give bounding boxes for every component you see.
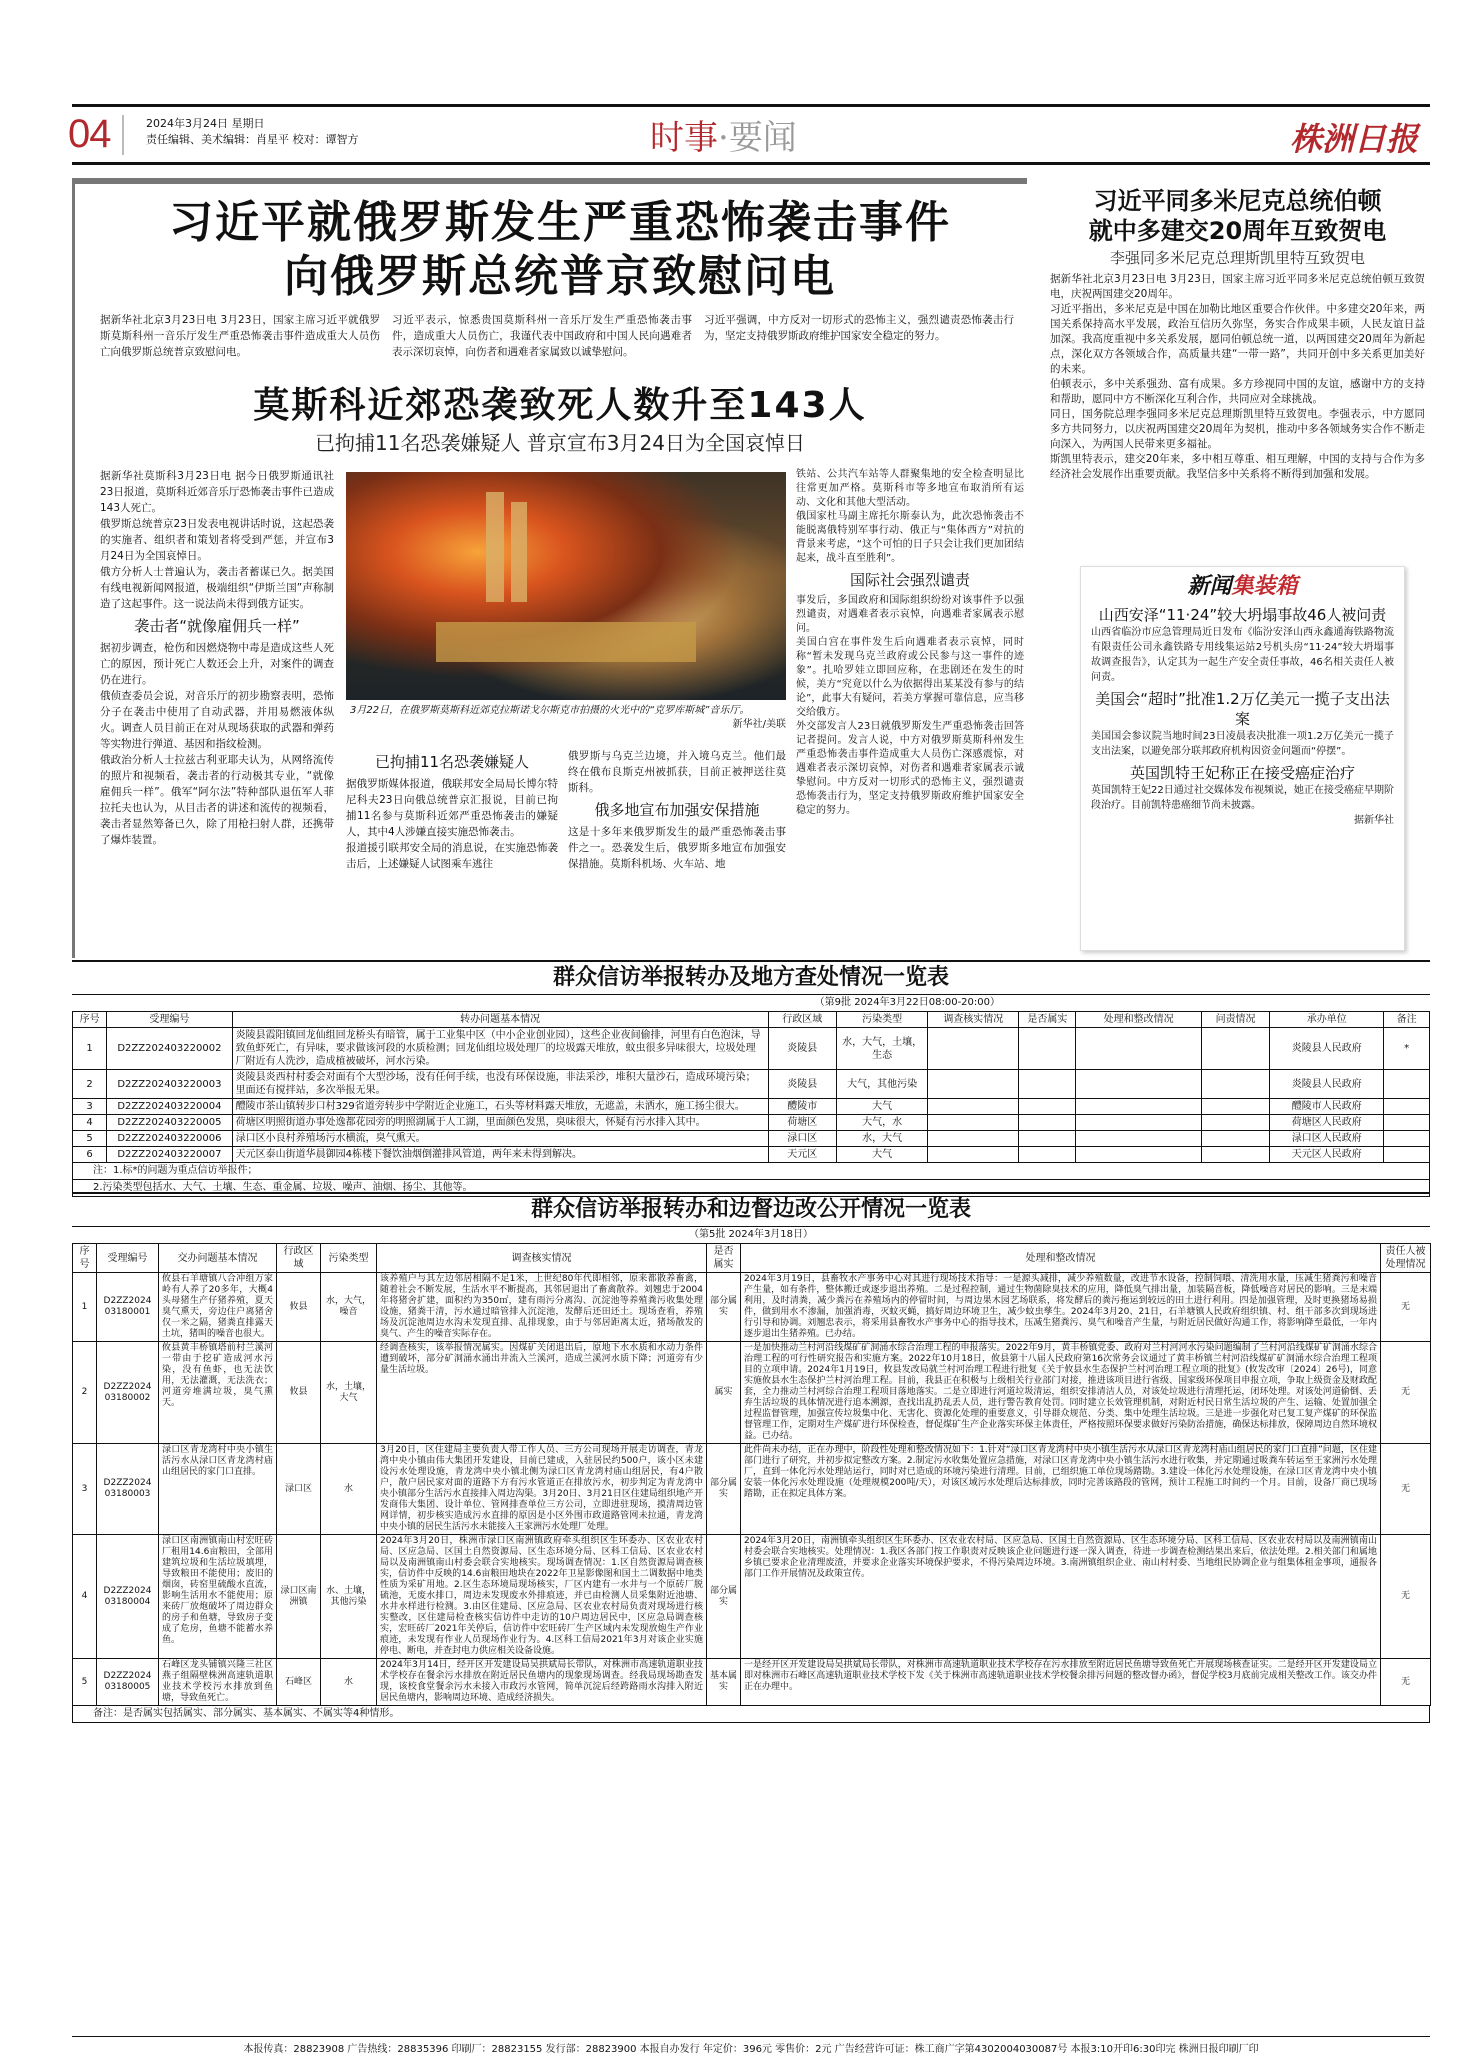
paragraph: 据新华社莫斯科3月23日电 据今日俄罗斯通讯社23日报道，莫斯科近郊音乐厅恐怖袭击事件已造成143人死亡。 xyxy=(100,470,334,514)
cell-id: D2ZZ2024 03180002 xyxy=(97,1342,159,1444)
cell-empty xyxy=(928,1028,1019,1070)
cell-empty xyxy=(928,1131,1019,1147)
paragraph: 俄罗斯与乌克兰边境，并入境乌克兰。他们最终在俄布良斯克州被抓获，目前正被押送往莫斯科。 xyxy=(568,750,786,794)
table1-header: 受理编号 xyxy=(107,1012,232,1028)
top-rule xyxy=(72,104,1430,107)
table-row xyxy=(73,1659,1431,1706)
table-row xyxy=(73,1099,1430,1115)
cell-region: 炎陵县 xyxy=(768,1028,836,1070)
photo-credit: 新华社/美联 xyxy=(732,719,786,730)
cell-empty xyxy=(1076,1115,1201,1131)
cell-desc: 炎陵县霞阳镇回龙仙组回龙桥头有暗管，属于工业集中区（中小企业创业园），这些企业夜间偷排，河里有白色泡沫，导致鱼虾死亡，有异味，要求做该河段的水质检测；回龙仙组垃圾处理厂的垃圾露天堆放，蚊虫很多异味很大，垃圾处理厂附近有人洗沙，造成植被破坏，河水污染。 xyxy=(232,1028,768,1070)
cell-region: 攸县 xyxy=(277,1342,321,1444)
table1-header: 备注 xyxy=(1384,1012,1430,1028)
roundup-headline: 山西安泽“11·24”较大坍塌事故46人被问责 xyxy=(1098,606,1387,624)
table1-header: 序号 xyxy=(73,1012,107,1028)
cell-type: 大气，水 xyxy=(836,1115,927,1131)
paragraph: 俄方分析人士普遍认为，袭击者蓄谋已久。据美国有线电视新闻网报道，极端组织“伊斯兰国”声称制造了这起事件。这一说法尚未得到俄方证实。 xyxy=(100,566,334,610)
sidebar-headline-1: 习近平同多米尼克总统伯顿 xyxy=(1093,187,1382,215)
cell-no: 3 xyxy=(73,1444,97,1535)
paragraph: 事发后，多国政府和国际组织纷纷对该事件予以强烈谴责，对遇难者表示哀悼，向遇难者家属表示慰问。 xyxy=(796,595,1024,634)
cell-investigation: 经调查核实，该举报情况属实。因煤矿关闭退出后，原地下水水质和水动力条件遭到破坏，部分矿洞涌水涌出井流入兰溪河，造成兰溪河水质下降；河道旁有少量生活垃圾。 xyxy=(377,1342,707,1444)
paragraph: 习近平指出，多米尼克是中国在加勒比地区重要合作伙伴。中多建交20年来，两国关系保持高水平发展，政治互信历久弥坚，务实合作成果丰硕，人民友谊日益加深。我高度重视中多关系发展，愿同伯顿总统一道，以两国建交20周年为新起点，深化双方各领域合作，高质量共建“一带一路”，共同开创中多关系更加美好的未来。 xyxy=(1050,303,1425,375)
paragraph: 美国白宫在事件发生后向遇难者表示哀悼，同时称“暂未发现乌克兰政府或公民参与这一事件的迹象”。扎哈罗娃立即回应称，在悲剧还在发生的时候，美方“究竟以什么为依据得出某某没有参与的结论”，此事大有疑问，若美方掌握可靠信息，应当移交给俄方。 xyxy=(796,637,1024,718)
cell-unit: 炎陵县人民政府 xyxy=(1270,1028,1384,1070)
cell-desc: 醴陵市茶山镇转步口村329省道旁转步中学附近企业施工，石头等材料露天堆放，无遮盖，未洒水，施工扬尘很大。 xyxy=(232,1099,768,1115)
cell-handling: 2024年3月20日，南洲镇牵头组织区生环委办、区农业农村局、区应急局、区国土自然资源局、区生态环境分局、区科工信局、区农业农村局以及南洲镇南山村委会联合实地核实。处理情况：1.我区各部门按工作职责对反映该企业问题进行逐一深入调查，待进一步调查检测结果出来后，依法处理。2.相关部门和属地乡镇已要求企业清理废渣，并要求企业落实环境保护要求，不得污染周边环境。3.南洲镇组织企业、南山村村委、当地组民协调企业与组集体租金事项，通报各部门工作开展情况及政策宣传。 xyxy=(741,1535,1381,1659)
story2-col-4 xyxy=(796,468,1024,953)
cell-region: 石峰区 xyxy=(277,1659,321,1706)
cell-investigation: 该养殖户与其左边邻居相隔不足1米，上世纪80年代即相邻，原来都散养畜禽，随着社会不断发展，生活水平不断提高，其邻居退出了畜禽散养。刘翘忠于2004年将猪舍扩建，面积约为350㎡，建有雨污分离沟、沉淀池等养殖粪污收集处理设施，猪粪干清，污水通过暗管排入沉淀池，发酵后还田还土。现场查看，养殖场及沉淀池周边水沟未发现直排、乱排现象，由于与邻居距离太近，猪场散发的臭气、产生的噪音实际存在。 xyxy=(377,1273,707,1342)
cell-penalty: 无 xyxy=(1381,1342,1431,1444)
cell-empty xyxy=(928,1070,1019,1099)
table-row xyxy=(73,1444,1431,1535)
story2-col-1 xyxy=(100,468,334,953)
cell-unit: 荷塘区人民政府 xyxy=(1270,1115,1384,1131)
cell-penalty: 无 xyxy=(1381,1273,1431,1342)
cell-region: 攸县 xyxy=(277,1273,321,1342)
cell-id: D2ZZ2024 03180005 xyxy=(97,1659,159,1706)
cell-id: D2ZZ202403220004 xyxy=(107,1099,232,1115)
cell-investigation: 3月20日，区住建局主要负责人带工作人员、三方公司现场开展走访调查，青龙湾中央小镇由伟大集团开发建设，目前已建成，入驻居民约500户，该小区未建设污水处理设施，青龙湾中央小镇北侧为渌口区青龙湾村庙山组居民，有4户散户，散户居民家对面的道路下方有污水管道正在排放污水，初步判定为青龙湾中央小镇部分生活污水直接排入周边沟渠。3月20日、3月21日区住建局组织地产开发商伟大集团、设计单位、管网排查单位三方公司，立即进驻现场，摸清周边管网详情，初步核实造成污水直排的原因是小区外围市政道路管网未拉通，青龙湾中央小镇的居民生活污水未能接入王家洲污水处理厂处理。 xyxy=(377,1444,707,1535)
issue-date: 2024年3月24日 星期日 xyxy=(146,117,265,130)
cell-region: 渌口区 xyxy=(277,1444,321,1535)
footer: 本报传真：28823908 广告热线：28835396 印刷厂：28823155 发行部：28823900 本报自办发行 年定价：396元 零售价：2元 广告经营许可证：株工商广字第4302004030087号 本报3:10开印6:30印完 株洲日报印刷厂印 xyxy=(72,2036,1430,2057)
newspaper-logo: 株洲日报 xyxy=(1290,120,1419,158)
roundup-headline: 英国凯特王妃称正在接受癌症治疗 xyxy=(1129,764,1355,782)
paragraph: 同日，国务院总理李强同多米尼克总理斯凯里特互致贺电。李强表示，中方愿同多方共同努力，以庆祝两国建交20周年为契机，推动中多各领域务实合作不断走向深入，为两国人民带来更多福祉。 xyxy=(1050,408,1425,450)
cell-desc: 炎陵县炎西村村委会对面有个大型沙场，没有任何手续，也没有环保设施，非法采沙，堆积大量沙石，造成环境污染；里面还有搅拌站，多次举报无果。 xyxy=(232,1070,768,1099)
divider xyxy=(122,115,124,155)
lead-col-1: 据新华社北京3月23日电 3月23日，国家主席习近平就俄罗斯莫斯科州一音乐厅发生严重恐怖袭击事件造成重大人员伤亡向俄罗斯总统普京致慰问电。 xyxy=(100,314,380,358)
story2-col-2 xyxy=(346,748,558,953)
cell-verified: 基本属实 xyxy=(707,1659,741,1706)
cell-desc: 石峰区龙头铺镇兴隆三社区燕子组隔壁株洲高速轨道职业技术学校污水排放到鱼塘，导致鱼死亡。 xyxy=(159,1659,277,1706)
story2-col-3 xyxy=(568,748,786,953)
cell-empty xyxy=(1201,1115,1269,1131)
cell-region: 渌口区 xyxy=(768,1131,836,1147)
complaint-table-2 xyxy=(72,1192,1430,1723)
table1-note: 注：1.标*的问题为重点信访举报件； xyxy=(72,1163,1430,1180)
cell-no: 1 xyxy=(73,1273,97,1342)
cell-note xyxy=(1384,1070,1430,1099)
cell-note xyxy=(1384,1147,1430,1163)
cell-type: 水、土壤，其他污染 xyxy=(321,1535,377,1659)
editors: 责任编辑、美术编辑：肖星平 校对：谭智方 xyxy=(146,133,359,146)
cell-region: 炎陵县 xyxy=(768,1070,836,1099)
table1-header: 污染类型 xyxy=(836,1012,927,1028)
paragraph: 俄国家杜马副主席托尔斯泰认为，此次恐怖袭击不能脱离俄特别军事行动、俄正与“集体西方”对抗的背景来考虑，“这个可怕的日子只会让我们更加团结起来，战斗直至胜利”。 xyxy=(796,511,1024,564)
title-a: 新闻 xyxy=(1187,574,1232,599)
cell-empty xyxy=(1076,1070,1201,1099)
cell-region: 荷塘区 xyxy=(768,1115,836,1131)
cell-type: 水，土壤，大气 xyxy=(321,1342,377,1444)
story2-headline: 莫斯科近郊恐袭致死人数升至143人 xyxy=(253,385,867,426)
roundup-text: 山西省临汾市应急管理局近日发布《临汾安泽山西永鑫通海铁路物流有限责任公司永鑫铁路专用线集运站2号机头房“11·24”较大坍塌事故调查报告》，认定其为一起生产安全责任事故，46名相关责任人被问责。 xyxy=(1091,627,1394,683)
cell-penalty: 无 xyxy=(1381,1535,1431,1659)
cell-no: 2 xyxy=(73,1342,97,1444)
cell-empty xyxy=(1201,1028,1269,1070)
cell-no: 2 xyxy=(73,1070,107,1099)
table-row xyxy=(73,1028,1430,1070)
cell-region: 醴陵市 xyxy=(768,1099,836,1115)
lead-headline-2: 向俄罗斯总统普京致慰问电 xyxy=(284,251,836,302)
table1-title: 群众信访举报转办及地方查处情况一览表 xyxy=(72,960,1430,995)
cell-no: 1 xyxy=(73,1028,107,1070)
sidebar-subheadline: 李强同多米尼克总理斯凯里特互致贺电 xyxy=(1109,249,1365,267)
masthead-rule xyxy=(72,162,1430,165)
table2-header: 责任人被处理情况 xyxy=(1381,1244,1431,1273)
cell-no: 5 xyxy=(73,1131,107,1147)
table2-title: 群众信访举报转办和边督边改公开情况一览表 xyxy=(72,1192,1430,1227)
cell-type: 水 xyxy=(321,1444,377,1535)
paragraph: 据初步调查，枪伤和因燃烧物中毒是造成这些人死亡的原因，预计死亡人数还会上升，对案件的调查仍在进行。 xyxy=(100,642,334,686)
table-row xyxy=(73,1535,1431,1659)
cell-empty xyxy=(1076,1028,1201,1070)
sidebar-headline-2: 就中多建交20周年互致贺电 xyxy=(1088,217,1387,245)
subhead: 俄多地宣布加强安保措施 xyxy=(594,801,760,819)
story2-subheadline: 已拘捕11名恐袭嫌疑人 普京宣布3月24日为全国哀悼日 xyxy=(315,431,805,455)
paragraph: 据俄罗斯媒体报道，俄联邦安全局局长博尔特尼科夫23日向俄总统普京汇报说，目前已拘捕11名参与莫斯科近郊严重恐怖袭击的嫌疑人，其中4人涉嫌直接实施恐怖袭击。 xyxy=(346,778,558,838)
table-row xyxy=(73,1131,1430,1147)
subhead: 袭击者“就像雇佣兵一样” xyxy=(134,617,300,635)
paragraph: 铁站、公共汽车站等人群聚集地的安全检查明显比往常更加严格。莫斯科市等多地宣布取消所有运动、文化和其他大型活动。 xyxy=(796,469,1024,508)
lead-headline-1: 习近平就俄罗斯发生严重恐怖袭击事件 xyxy=(169,197,951,248)
news-roundup-title xyxy=(1091,573,1394,601)
table1-subtitle: （第9批 2024年3月22日08:00-20:00） xyxy=(814,997,1000,1008)
cell-desc: 渌口区青龙湾村中央小镇生活污水从渌口区青龙湾村庙山组居民的家门口直排。 xyxy=(159,1444,277,1535)
cell-type: 大气 xyxy=(836,1147,927,1163)
cell-empty xyxy=(928,1099,1019,1115)
section-b: 要闻 xyxy=(728,118,797,158)
cell-no: 4 xyxy=(73,1535,97,1659)
cell-empty xyxy=(1201,1131,1269,1147)
cell-unit: 醴陵市人民政府 xyxy=(1270,1099,1384,1115)
table1-header: 问责情况 xyxy=(1201,1012,1269,1028)
caption-text: 3月22日，在俄罗斯莫斯科近郊克拉斯诺戈尔斯克市拍摄的火光中的“克罗库斯城”音乐厅。 xyxy=(350,705,750,716)
cell-note xyxy=(1384,1099,1430,1115)
cell-region: 渌口区南洲镇 xyxy=(277,1535,321,1659)
cell-empty xyxy=(928,1115,1019,1131)
table2-subtitle: （第5批 2024年3月18日） xyxy=(688,1229,814,1240)
cell-handling: 此件尚未办结，正在办理中，阶段性处理和整改情况如下：1.针对“渌口区青龙湾村中央小镇生活污水从渌口区青龙湾村庙山组居民的家门口直排”问题，区住建部门进行了研究，并初步拟定整改方案。2.制定污水收集处置应急措施，对渌口区青龙湾中央小镇生活污水进行收集，并定期通过吸粪车转运至王家洲污水处理厂，直到一体化污水处理站运行，同时对已造成的环境污染进行清理。目前，已组织施工单位现场踏勘。3.建设一体化污水处理设施，在渌口区青龙湾中央小镇安装一体化污水处理设施（处理规模200吨/天），对该区域污水处理后达标排放，同时完善该路段的管网，预计工程施工时间约一个月。目前，设备厂商已现场踏勘，正在拟定具体方案。 xyxy=(741,1444,1381,1535)
paragraph: 据新华社北京3月23日电 3月23日，国家主席习近平同多米尼克总统伯顿互致贺电，庆祝两国建交20周年。 xyxy=(1050,273,1425,300)
table2-header: 是否属实 xyxy=(707,1244,741,1273)
table2-header: 序号 xyxy=(73,1244,97,1273)
cell-empty xyxy=(1019,1147,1076,1163)
title-b: 集装箱 xyxy=(1231,574,1298,599)
cell-id: D2ZZ2024 03180003 xyxy=(97,1444,159,1535)
cell-empty xyxy=(1019,1028,1076,1070)
table1-header: 行政区域 xyxy=(768,1012,836,1028)
paragraph: 斯凯里特表示，建交20年来，多中相互尊重、相互理解，中国的支持与合作为多经济社会发展作出重要贡献。我坚信多中关系将不断得到加强和发展。 xyxy=(1050,453,1425,480)
sidebar-story xyxy=(1050,186,1425,558)
table2 xyxy=(72,1243,1431,1706)
cell-id: D2ZZ202403220002 xyxy=(107,1028,232,1070)
table2-footnote: 备注：是否属实包括属实、部分属实、基本属实、不属实等4种情形。 xyxy=(72,1706,1430,1723)
cell-id: D2ZZ202403220007 xyxy=(107,1147,232,1163)
table2-header: 行政区域 xyxy=(277,1244,321,1273)
page-number: 04 xyxy=(68,112,111,156)
cell-no: 5 xyxy=(73,1659,97,1706)
paragraph: 俄侦查委员会说，对音乐厅的初步勘察表明，恐怖分子在袭击中使用了自动武器，并用易燃液体纵火。调查人员目前正在对从现场获取的武器和弹药等实物进行弹道、基因和指纹检测。 xyxy=(100,690,334,750)
cell-id: D2ZZ202403220005 xyxy=(107,1115,232,1131)
cell-desc: 攸县黄丰桥镇塔前村兰溪河一带由于挖矿造成河水污染，没有鱼虾，也无法饮用，无法灌溉，无法洗衣；河道旁堆满垃圾，臭气熏天。 xyxy=(159,1342,277,1444)
cell-handling: 一是经开区开发建设局吴拱斌局长带队，对株洲市高速轨道职业技术学校存在污水排放至附近居民鱼塘导致鱼死亡开展现场核查证实。二是经开区开发建设局立即对株洲市石峰区高速轨道职业技术学校下发《关于株洲市高速轨道职业技术学校餐余排污问题的整改督办函》，督促学校3月底前完成相关整改工作。该交办件正在办理中。 xyxy=(741,1659,1381,1706)
cell-note xyxy=(1384,1115,1430,1131)
cell-id: D2ZZ2024 03180004 xyxy=(97,1535,159,1659)
cell-note: * xyxy=(1384,1028,1430,1070)
table1-header: 调查核实情况 xyxy=(928,1012,1019,1028)
subhead: 已拘捕11名恐袭嫌疑人 xyxy=(374,753,530,771)
cell-verified: 部分属实 xyxy=(707,1444,741,1535)
cell-unit: 炎陵县人民政府 xyxy=(1270,1070,1384,1099)
cell-id: D2ZZ202403220003 xyxy=(107,1070,232,1099)
cell-empty xyxy=(1019,1099,1076,1115)
lead-headline xyxy=(90,196,1030,304)
roundup-source: 据新华社 xyxy=(1354,815,1394,826)
photo-caption xyxy=(350,704,786,732)
cell-id: D2ZZ2024 03180001 xyxy=(97,1273,159,1342)
cell-empty xyxy=(1076,1147,1201,1163)
cell-no: 6 xyxy=(73,1147,107,1163)
roundup-text: 美国国会参议院当地时间23日凌晨表决批准一项1.2万亿美元一揽子支出法案，以避免部分联邦政府机构因资金问题而“停摆”。 xyxy=(1091,731,1394,757)
lead-col-4: 习近平强调，中方反对一切形式的恐怖主义，强烈谴责恐怖袭击行为，坚定支持俄罗斯政府维护国家安全稳定的努力。 xyxy=(704,314,1014,342)
cell-type: 大气 xyxy=(836,1099,927,1115)
paragraph: 俄罗斯总统普京23日发表电视讲话时说，这起恐袭的实施者、组织者和策划者将受到严惩，并宣布3月24日为全国哀悼日。 xyxy=(100,518,334,562)
cell-investigation: 2024年3月14日，经开区开发建设局吴拱斌局长带队，对株洲市高速轨道职业技术学校存在餐余污水排放在附近居民鱼塘内的现象现场调查。经我局现场勘查发现，该校食堂餐余污水未接入市政污水管网，简单沉淀后经跨路雨水沟排入附近居民鱼塘内，影响周边环境、造成经济损失。 xyxy=(377,1659,707,1706)
cell-verified: 部分属实 xyxy=(707,1535,741,1659)
table1-note: 2.污染类型包括水、大气、土壤、生态、重金属、垃圾、噪声、油烟、扬尘、其他等。 xyxy=(72,1180,1430,1197)
cell-empty xyxy=(1201,1147,1269,1163)
cell-penalty: 无 xyxy=(1381,1659,1431,1706)
table2-header: 污染类型 xyxy=(321,1244,377,1273)
cell-type: 大气，其他污染 xyxy=(836,1070,927,1099)
cell-verified: 部分属实 xyxy=(707,1273,741,1342)
table-row xyxy=(73,1273,1431,1342)
table1-header: 承办单位 xyxy=(1270,1012,1384,1028)
complaint-table-1 xyxy=(72,960,1430,1197)
cell-penalty: 无 xyxy=(1381,1444,1431,1535)
section-title xyxy=(650,110,797,159)
roundup-headline: 美国会“超时”批准1.2万亿美元一揽子支出法案 xyxy=(1095,690,1390,728)
cell-note xyxy=(1384,1131,1430,1147)
table-row xyxy=(73,1147,1430,1163)
cell-no: 3 xyxy=(73,1099,107,1115)
section-sep: · xyxy=(718,118,729,158)
table-row xyxy=(73,1342,1431,1444)
cell-empty xyxy=(1019,1131,1076,1147)
table1 xyxy=(72,1011,1430,1163)
section-a: 时事 xyxy=(650,118,718,158)
news-roundup-box xyxy=(1080,566,1405,951)
cell-id: D2ZZ202403220006 xyxy=(107,1131,232,1147)
cell-empty xyxy=(1076,1131,1201,1147)
roundup-text: 英国凯特王妃22日通过社交媒体发布视频说，她正在接受癌症早期阶段治疗。目前凯特患癌细节尚未披露。 xyxy=(1091,785,1394,811)
lead-col-2: 习近平表示，惊悉贵国莫斯科州一音乐厅发生严重恐怖袭击事件，造成重大人员伤亡，我谨代表中国政府和中国人民向遇难者表示深切哀悼，向伤者和遇难者家属致以诚挚慰问。 xyxy=(392,314,692,358)
table2-header: 受理编号 xyxy=(97,1244,159,1273)
cell-unit: 渌口区人民政府 xyxy=(1270,1131,1384,1147)
news-photo xyxy=(346,472,786,700)
cell-type: 水，大气，土壤，生态 xyxy=(836,1028,927,1070)
table2-header: 处理和整改情况 xyxy=(741,1244,1381,1273)
cell-empty xyxy=(1019,1070,1076,1099)
cell-empty xyxy=(1201,1099,1269,1115)
cell-empty xyxy=(1076,1099,1201,1115)
paragraph: 外交部发言人23日就俄罗斯发生严重恐怖袭击回答记者提问。发言人说，中方对俄罗斯莫斯科州发生严重恐怖袭击事件造成重大人员伤亡深感震惊，对遇难者表示深切哀悼，对伤者和遇难者家属表示诚挚慰问。中方反对一切形式的恐怖主义，强烈谴责恐怖袭击行为，坚定支持俄罗斯政府维护国家安全稳定的努力。 xyxy=(796,721,1024,816)
cell-empty xyxy=(1201,1070,1269,1099)
paragraph: 俄政治分析人士拉兹古利亚耶夫认为，从网络流传的照片和视频看，袭击者的行动极其专业，“就像雇佣兵一样”。俄军“阿尔法”特种部队退伍军人菲拉托夫也认为，从目击者的讲述和流传的视频看，袭击者显然筹备已久，除了用枪扫射人群，还携带了爆炸装置。 xyxy=(100,754,334,846)
cell-empty xyxy=(1019,1115,1076,1131)
cell-desc: 渌口区南洲镇南山村宏旺砖厂租用14.6亩粮田，全部用建筑垃圾和生活垃圾填埋，导致粮田不能使用；废旧的烟囱，砖窑里硫酸水直流，影响生活用水不能使用；原来砖厂放炮破坏了周边群众的房子和鱼塘，导致房子变成了危房，鱼塘不能蓄水养鱼。 xyxy=(159,1535,277,1659)
cell-desc: 渌口区小良村养殖场污水横流，臭气熏天。 xyxy=(232,1131,768,1147)
table1-header: 处理和整改情况 xyxy=(1076,1012,1201,1028)
table2-header: 调查核实情况 xyxy=(377,1244,707,1273)
cell-handling: 一是加快推动兰村河沿线煤矿矿洞涌水综合治理工程的申报落实。2022年9月，黄丰桥镇党委、政府对兰村河河水污染问题编制了兰村河沿线煤矿矿洞涌水综合治理工程的可行性研究报告和实施方案。2022年10月18日，攸县第十八届人民政府第16次常务会议通过了黄丰桥镇兰村河沿线煤矿矿洞涌水综合治理工程项目的立项申请。2024年1月19日，攸县发改局就兰村河治理工程进行批复《关于攸县水生态保护兰村河治理工程立项的批复》(攸发改审〔2024〕26号)，同意实施攸县水生态保护兰村河治理工程。目前，我县正在积极与上级相关行业部门对接，推进该项目进行省级、国家级环保项目申报立项，争取上级资金及财政配套，全力推动兰村河综合治理工程项目落地落实。二是立即进行河道垃圾清运，组织安排清洁人员，对该处垃圾进行清理托运，闭环处理。对该处河道偷倒、丢弃生活垃圾的具体情况进行追本溯源，查找出乱扔乱丢人员，进行警告教育处罚。同时建立长效管理机制，对附近村民日常生活垃圾的产生、运输、处置加强全过程监督管理，加强宣传垃圾集中化、无害化、资源化处理的重要意义，引导群众规范、分类、集中处理生活垃圾。三是进一步强化对已复工复产煤矿的环保监督管理工作，定期对生产煤矿进行环保检查，督促煤矿生产企业落实环保主体责任，严格按照环保要求做好污染防治措施，确保达标排放，保障周边自然环境权益。已办结。 xyxy=(741,1342,1381,1444)
subhead: 国际社会强烈谴责 xyxy=(849,571,970,589)
cell-investigation: 2024年3月20日，株洲市渌口区南洲镇政府牵头组织区生环委办、区农业农村局、区应急局、区国土自然资源局、区生态环境分局、区科工信局、区农业农村局以及南洲镇南山村委会联合实地核实。现场调查情况：1.区自然资源局调查核实，信访件中反映的14.6亩粮田地块在2022年卫星影像图和国土二调数据中地类性质为采矿用地。2.区生态环境局现场核实，厂区内建有一水井与一个原砖厂脱硫池，无废水排口，周边未发现废水外排痕迹，并已由检测人员采集附近池塘、水井水样进行检测。3.由区住建局、区应急局、区农业农村局负责对现场进行核实整改，区住建局检查核实信访件中走访的10户周边居民中，区应急局调查核实，宏旺砖厂2021年关停后，信访件中宏旺砖厂生产区域内未发现放炮生产作业痕迹，未发现有作业人员现场作业行为。4.区科工信局2021年3月对该企业实施停电、断电，并查封电力供应相关设备设施。 xyxy=(377,1535,707,1659)
cell-no: 4 xyxy=(73,1115,107,1131)
paragraph: 伯顿表示，多中关系强劲、富有成果。多方珍视同中国的友谊，感谢中方的支持和帮助，愿同中方不断深化互利合作，共同应对全球挑战。 xyxy=(1050,378,1425,405)
paragraph: 这是十多年来俄罗斯发生的最严重恐怖袭击事件之一。恐袭发生后，俄罗斯多地宣布加强安保措施。莫斯科机场、火车站、地 xyxy=(568,826,786,870)
cell-desc: 天元区泰山街道华晨御园4栋楼下餐饮油烟倒灌排风管道，两年来未得到解决。 xyxy=(232,1147,768,1163)
cell-verified: 属实 xyxy=(707,1342,741,1444)
cell-unit: 天元区人民政府 xyxy=(1270,1147,1384,1163)
paragraph: 报道援引联邦安全局的消息说，在实施恐怖袭击后，上述嫌疑人试图乘车逃往 xyxy=(346,842,558,870)
cell-region: 天元区 xyxy=(768,1147,836,1163)
table-row xyxy=(73,1115,1430,1131)
cell-desc: 荷塘区明照街道办事处逸都花园旁的明照湖属于人工湖，里面颜色发黑，臭味很大，怀疑有污水排入其中。 xyxy=(232,1115,768,1131)
cell-desc: 攸县石羊塘镇八合冲组万家岭有人养了20多年，大概4头母猪生产仔猪养殖，夏天臭气熏天，旁边住户离猪舍仅一米之隔，猪粪直排露天土坑，猪叫的噪音也很大。 xyxy=(159,1273,277,1342)
table1-header: 是否属实 xyxy=(1019,1012,1076,1028)
table1-header: 转办问题基本情况 xyxy=(232,1012,768,1028)
table2-header: 交办问题基本情况 xyxy=(159,1244,277,1273)
table-row xyxy=(73,1070,1430,1099)
issue-meta xyxy=(146,116,359,148)
cell-type: 水，大气 xyxy=(836,1131,927,1147)
cell-handling: 2024年3月19日，县畜牧水产事务中心对其进行现场技术指导：一是源头减排，减少养殖数量，改进节水设备，控制饲喂、清洗用水量，压减生猪粪污和噪音产生量，如有条件，整体搬迁或逐步退出养殖。二是过程控制，通过生物菌除臭技术的应用，降低臭气排出量，加装隔音板，降低噪音对居民的影响。三是末端利用，及时清粪，减少粪污在养殖场内的停留时间，与周边果木园艺场联系，将发酵后的粪污拖运到较远的田土进行利用。四是加强管理，及时更换猪场易损件，做到用水不渗漏，加强消毒，灭蚊灭蝇，搞好周边环境卫生，减少蚊虫孳生。2024年3月20、21日，石羊塘镇人民政府组织镇、村、组干部多次到现场进行引导和协调。刘翘忠表示，将采用县畜牧水产事务中心的指导技术，压减生猪粪污、臭气和噪音产生量，与附近居民做好沟通工作，将影响降至最低，一年内逐步退出生猪养殖。已办结。 xyxy=(741,1273,1381,1342)
cell-type: 水，大气，噪音 xyxy=(321,1273,377,1342)
cell-type: 水 xyxy=(321,1659,377,1706)
cell-empty xyxy=(928,1147,1019,1163)
